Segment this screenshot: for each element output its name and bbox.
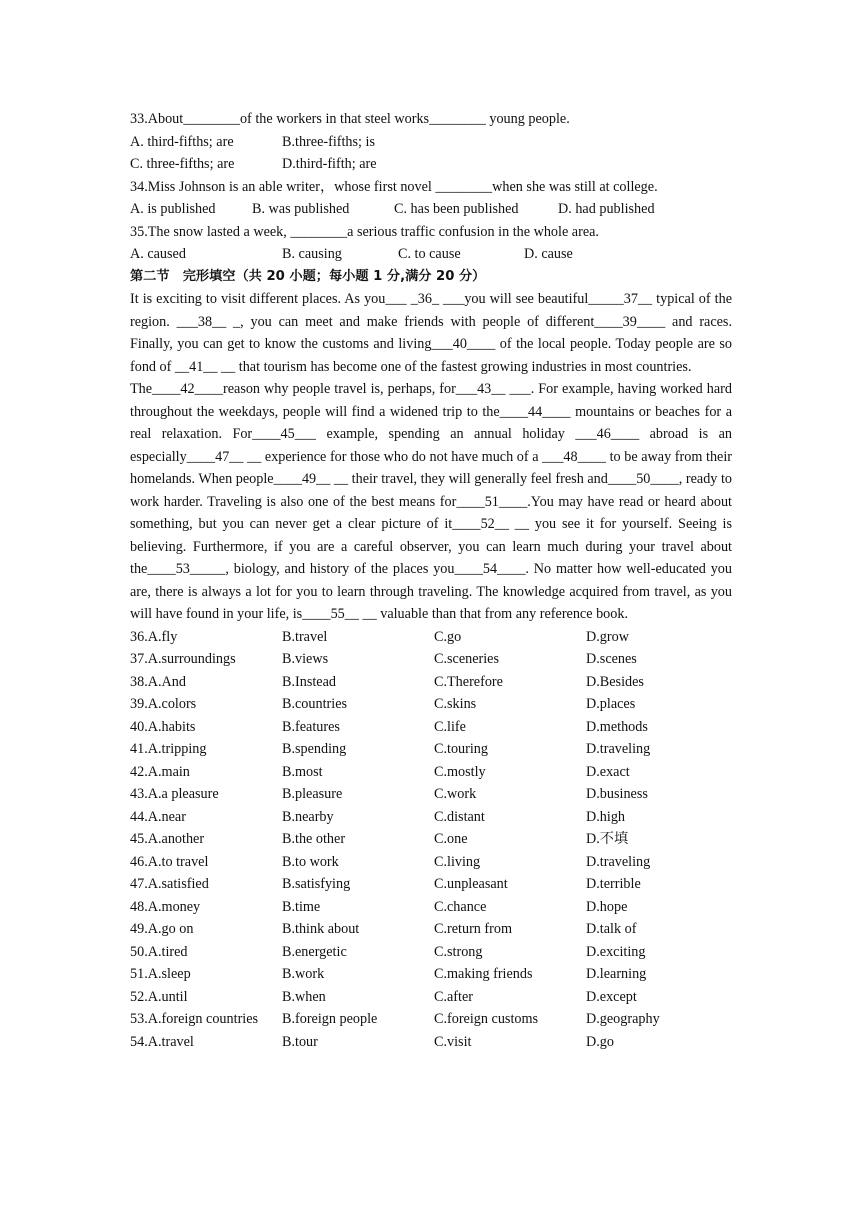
choice-option: C.sceneries bbox=[434, 651, 500, 667]
choice-option: B.foreign people bbox=[282, 1011, 378, 1027]
choice-option: D.exciting bbox=[586, 943, 646, 960]
choice-option: C.chance bbox=[434, 898, 487, 915]
section-heading: 第二节 完形填空（共 20 小题；每小题 1 分,满分 20 分） bbox=[130, 268, 486, 284]
option-b: B. was published bbox=[252, 201, 350, 217]
choice-option: 37.A.surroundings bbox=[130, 651, 236, 667]
choice-option: D.talk of bbox=[586, 921, 637, 937]
choice-option: 47.A.satisfied bbox=[130, 876, 209, 892]
choice-option: 54.A.travel bbox=[130, 1033, 194, 1050]
choice-option: C.foreign customs bbox=[434, 1011, 539, 1027]
choice-option: D.exact bbox=[586, 763, 630, 780]
choice-option: B.most bbox=[282, 763, 323, 780]
option-b: B. causing bbox=[282, 246, 342, 262]
choice-option: D.terrible bbox=[586, 876, 641, 892]
choice-option: 48.A.money bbox=[130, 898, 201, 915]
choice-option: B.the other bbox=[282, 831, 346, 847]
option-d: D.third-fifth; are bbox=[282, 156, 377, 172]
choice-option: B.travel bbox=[282, 628, 328, 645]
question-33-stem: 33.About________of the workers in that steel works________ young people. bbox=[130, 111, 570, 127]
choice-option: C.living bbox=[434, 853, 481, 870]
choice-option: D.hope bbox=[586, 898, 628, 915]
choice-option: 39.A.colors bbox=[130, 696, 197, 712]
question-35-options bbox=[130, 243, 732, 266]
passage-paragraph-2: The____42____reason why people travel is, perhaps, for___43__ ___. For example, having worked hard throughout the weekdays, people will find a widened trip to the____44____ mountains or beaches for a real relaxation. For____45___ example, spending an annual holiday ___46____ abroad is an especially____47__ __ experience for those who do not have much of a ___48____ to be away from their homelands. When people____49__ __ their travel, they will generally feel fresh and____50____, ready to work harder. Traveling is also one of the best means for____51____.You may have read or heard about something, but you can never get a clear picture of it____52__ __ you see it for yourself. Seeing is believing. Furthermore, if you are a careful observer, you can learn much during your travel about the____53_____, biology, and history of the places you____54____. No matter how well-educated you are, there is always a lot for you to learn through traveling. The knowledge acquired from travel, as you will have found in your life, is____55__ __ valuable than that from any reference book. bbox=[130, 381, 732, 622]
passage-paragraph-1: It is exciting to visit different places. As you___ _36_ ___you will see beautiful_____37__ typical of the region. ___38__ _, you can meet and make friends with people of different____39____ and races. Finally, you can get to know the customs and living___40____ of the local people. Today people are so fond of __41__ __ that tourism has become one of the fastest growing industries in most countries. bbox=[130, 291, 732, 375]
choice-option: C.mostly bbox=[434, 763, 486, 780]
choice-option: C.Therefore bbox=[434, 673, 503, 690]
choice-option: B.views bbox=[282, 651, 329, 667]
option-c: C. to cause bbox=[398, 246, 461, 262]
choice-option: D.traveling bbox=[586, 853, 651, 870]
choice-option: C.go bbox=[434, 628, 462, 645]
choice-option: 50.A.tired bbox=[130, 943, 188, 960]
choice-option: 41.A.tripping bbox=[130, 741, 207, 757]
choice-option: D.不填 bbox=[586, 831, 629, 847]
choice-option: B.energetic bbox=[282, 943, 347, 960]
choice-option: B.to work bbox=[282, 853, 339, 870]
choice-option: B.spending bbox=[282, 741, 347, 757]
choice-option: D.scenes bbox=[586, 651, 637, 667]
choice-option: B.tour bbox=[282, 1033, 318, 1050]
choice-option: D.traveling bbox=[586, 741, 651, 757]
choice-option: B.Instead bbox=[282, 673, 336, 690]
choice-option: C.visit bbox=[434, 1033, 472, 1050]
choice-option: 45.A.another bbox=[130, 831, 205, 847]
choice-option: B.think about bbox=[282, 921, 360, 937]
choice-option: B.nearby bbox=[282, 808, 334, 825]
choice-option: 53.A.foreign countries bbox=[130, 1011, 259, 1027]
choice-option: 44.A.near bbox=[130, 808, 186, 825]
choice-option: B.when bbox=[282, 988, 326, 1005]
option-c: C. has been published bbox=[394, 201, 519, 217]
choice-option: B.countries bbox=[282, 696, 348, 712]
option-a: A. is published bbox=[130, 201, 216, 217]
choice-option: D.geography bbox=[586, 1011, 660, 1027]
question-34-options bbox=[130, 198, 732, 221]
choice-option: C.strong bbox=[434, 943, 483, 960]
choice-option: D.high bbox=[586, 808, 626, 825]
choice-option: 43.A.a pleasure bbox=[130, 786, 219, 802]
choice-option: 49.A.go on bbox=[130, 921, 194, 937]
choice-option: 42.A.main bbox=[130, 763, 190, 780]
choice-option: B.features bbox=[282, 718, 340, 735]
choice-option: B.work bbox=[282, 966, 325, 982]
choice-option: D.Besides bbox=[586, 673, 644, 690]
choice-option: C.return from bbox=[434, 921, 513, 937]
question-33-options-row-1 bbox=[130, 131, 732, 154]
choice-option: D.places bbox=[586, 696, 636, 712]
option-d: D. cause bbox=[524, 246, 573, 262]
choice-option: C.one bbox=[434, 831, 468, 847]
choice-option: C.after bbox=[434, 988, 473, 1005]
choice-option: 36.A.fly bbox=[130, 628, 178, 645]
choice-option: D.business bbox=[586, 786, 648, 802]
choice-option: C.distant bbox=[434, 808, 485, 825]
choices-grid bbox=[130, 626, 732, 1054]
choice-option: 38.A.And bbox=[130, 673, 186, 690]
question-33-options-row-2 bbox=[130, 153, 732, 176]
choice-option: C.unpleasant bbox=[434, 876, 508, 892]
choice-option: 51.A.sleep bbox=[130, 966, 191, 982]
choice-option: C.making friends bbox=[434, 966, 533, 982]
choice-option: B.pleasure bbox=[282, 786, 343, 802]
option-b: B.three-fifths; is bbox=[282, 133, 375, 150]
choice-option: D.learning bbox=[586, 966, 647, 982]
option-d: D. had published bbox=[558, 201, 655, 217]
choice-option: C.life bbox=[434, 718, 466, 735]
choice-option: C.work bbox=[434, 786, 477, 802]
choice-option: D.grow bbox=[586, 628, 629, 645]
choice-option: B.satisfying bbox=[282, 876, 351, 892]
choice-option: 40.A.habits bbox=[130, 718, 196, 735]
choice-option: 52.A.until bbox=[130, 988, 188, 1005]
question-35-stem: 35.The snow lasted a week, ________a serious traffic confusion in the whole area. bbox=[130, 223, 599, 240]
question-34-stem: 34.Miss Johnson is an able writer，whose first novel ________when she was still at college. bbox=[130, 178, 658, 195]
choice-option: 46.A.to travel bbox=[130, 853, 209, 870]
exam-page bbox=[130, 108, 732, 1053]
choice-option: D.methods bbox=[586, 718, 648, 735]
choice-option: C.touring bbox=[434, 741, 488, 757]
choice-option: D.except bbox=[586, 988, 637, 1005]
choice-option: D.go bbox=[586, 1033, 614, 1050]
option-a: A. caused bbox=[130, 246, 186, 262]
option-c: C. three-fifths; are bbox=[130, 156, 235, 172]
option-a: A. third-fifths; are bbox=[130, 133, 234, 150]
choice-option: C.skins bbox=[434, 696, 477, 712]
choice-option: B.time bbox=[282, 898, 321, 915]
